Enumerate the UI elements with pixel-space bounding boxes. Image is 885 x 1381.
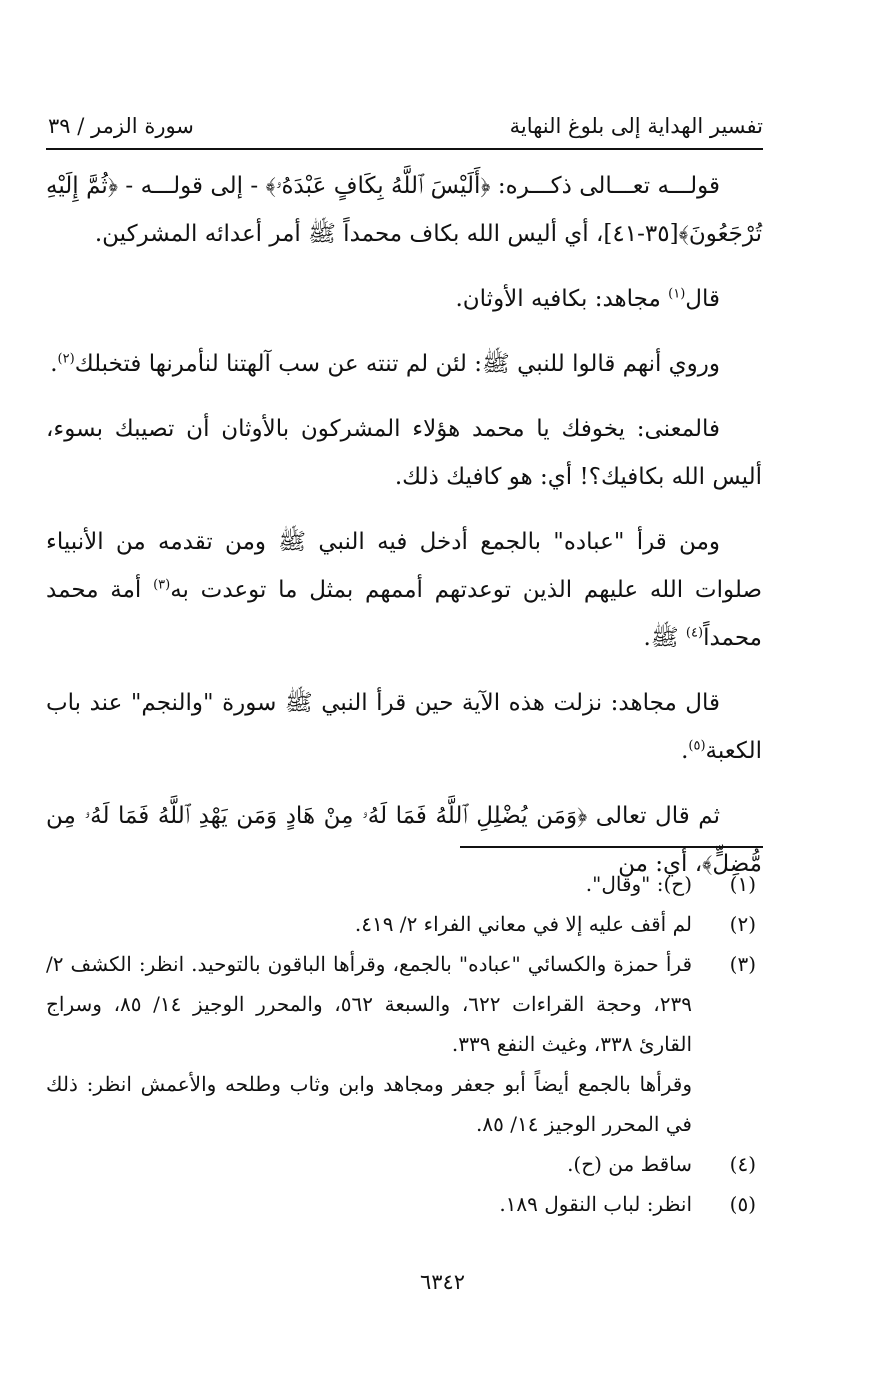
footnote-number: (١) [729,872,756,896]
surah-reference: سورة الزمر / ٣٩ [48,114,194,138]
page-number: ٦٣٤٢ [419,1270,466,1294]
footnote-ref[interactable]: (٢) [57,351,75,367]
footnote-text: لم أقف عليه إلا في معاني الفراء ٢/ ٤١٩. [354,912,692,936]
text: ﷺ. [643,625,686,651]
paragraph-1 [46,162,762,258]
text: ، أي: من [618,851,703,877]
text: . [50,351,58,377]
footnote-3 [46,944,762,1064]
running-header [48,108,763,144]
quran-quote: ﴿أَلَيْسَ ٱللَّهُ بِكَافٍ عَبْدَهُۥ﴾ [265,173,491,199]
text: مجاهد: بكافيه الأوثان. [455,286,669,312]
footnote-3-continuation: وقرأها بالجمع أيضاً أبو جعفر ومجاهد وابن وثاب وطلحه والأعمش انظر: ذلك في المحرر الوجيز ١٤/ ٨٥. [46,1072,693,1136]
paragraph-6 [46,679,762,775]
footnotes [46,864,762,1224]
quran-quote: ﴿ثُمَّ إِلَيْهِ تُرْجَعُونَ﴾ [46,173,762,247]
text: . [681,738,689,764]
footnote-2 [46,904,762,944]
footnote-5 [46,1184,762,1224]
footnote-ref[interactable]: (١) [668,286,686,302]
footnote-number: (٢) [729,912,756,936]
text: ومن قرأ "عباده" بالجمع أدخل فيه النبي ﷺ ومن تقدمه من الأنبياء صلوات الله عليهم الذين توعدتهم أممهم بمثل ما توعدت به [46,529,762,603]
footnote-ref[interactable]: (٣) [153,577,171,593]
quran-quote: ﴿وَمَن يُضْلِلِ ٱللَّهُ فَمَا لَهُۥ مِنْ هَادٍ وَمَن يَهْدِ ٱللَّهُ فَمَا لَهُۥ مِن مُّضِلٍّ﴾ [46,803,762,877]
footnote-4 [46,1144,762,1184]
footnote-1 [46,864,762,904]
footnote-text: ساقط من (ح). [567,1152,692,1176]
header-divider [46,148,763,150]
footnote-ref[interactable]: (٥) [688,738,706,754]
main-text [46,162,762,905]
text: قال [685,286,720,312]
paragraph-3 [46,340,762,388]
text: ثم قال تعالى [587,803,720,829]
footnote-divider [460,846,763,848]
book-title: تفسير الهداية إلى بلوغ النهاية [509,114,763,138]
paragraph-5 [46,518,762,662]
text: [٣٥-٤١]، أي أليس الله بكاف محمداً ﷺ أمر أعدائه المشركين. [94,221,679,247]
text: - إلى قولـــه - [117,173,266,199]
footnote-number: (٤) [729,1152,756,1176]
text: قولـــه تعـــالى ذكـــره: [490,173,720,199]
paragraph-4 [46,405,762,501]
footnote-number: (٥) [729,1192,756,1216]
footnote-ref[interactable]: (٤) [685,625,704,641]
footnote-number: (٣) [729,952,756,976]
paragraph-2 [46,275,762,323]
footnote-text: (ح): "وقال". [585,872,692,896]
footnote-text: قرأ حمزة والكسائي "عباده" بالجمع، وقرأها الباقون بالتوحيد. انظر: الكشف ٢/ ٢٣٩، وحجة القراءات ٦٢٢، والسبعة ٥٦٢، والمحرر الوجيز ١٤/ ٨٥، وسراج القارئ ٣٣٨، وغيث النفع ٣٣٩. [46,952,692,1056]
text: فالمعنى: يخوفك يا محمد هؤلاء المشركون بالأوثان أن تصيبك بسوء، أليس الله بكافيك؟! أي: هو كافيك ذلك. [46,416,762,490]
text: وروي أنهم قالوا للنبي ﷺ: لئن لم تنته عن سب آلهتنا لنأمرنها فتخبلك [74,351,720,377]
text: أمة محمد محمداً [46,577,762,651]
text: قال مجاهد: نزلت هذه الآية حين قرأ النبي ﷺ سورة "والنجم" عند باب الكعبة [46,690,762,764]
footnote-text: انظر: لباب النقول ١٨٩. [499,1192,692,1216]
